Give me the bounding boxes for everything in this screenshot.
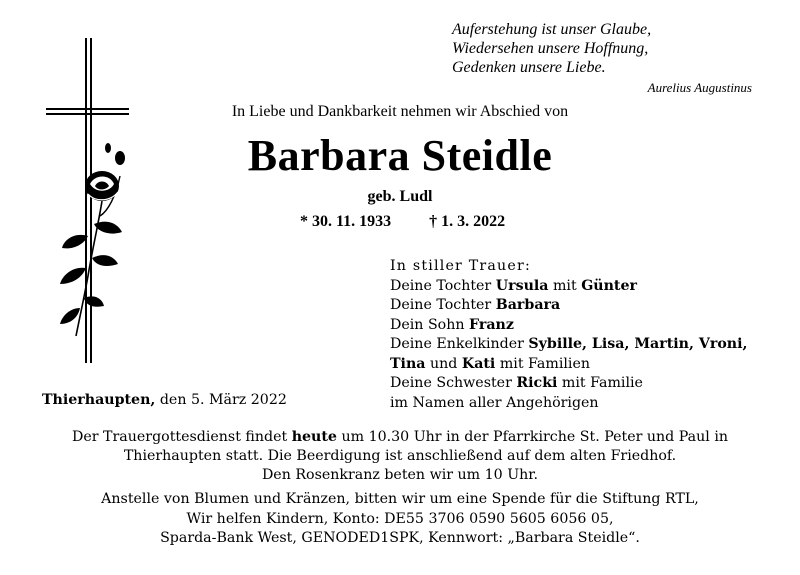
mourner-line xyxy=(390,316,747,336)
intro-text: In Liebe und Dankbarkeit nehmen wir Abschied von xyxy=(231,103,569,120)
text-run: und xyxy=(425,355,462,372)
mourner-line xyxy=(390,277,747,297)
bold-name: Franz xyxy=(469,316,514,333)
birth-date: * 30. 11. 1933 xyxy=(300,213,392,230)
text-run: Dein Sohn xyxy=(390,316,470,333)
text-run: Der Trauergottesdienst findet xyxy=(71,429,292,445)
life-dates xyxy=(300,213,505,231)
text-run: Deine Enkelkinder xyxy=(390,336,529,352)
quote-line: Wiedersehen unsere Hoffnung, xyxy=(452,40,649,57)
text-run: mit Familie xyxy=(557,375,643,391)
place-town: Thierhaupten, xyxy=(42,392,156,408)
mourner-line xyxy=(390,335,747,355)
text-run: um 10.30 Uhr in der Pfarrkirche St. Peter und Paul in xyxy=(336,429,728,445)
text-run: Den Rosenkranz beten wir um 10 Uhr. xyxy=(261,467,539,483)
bold-name: Ricki xyxy=(516,375,558,391)
bold-name: Sybille, Lisa, Martin, Vroni, xyxy=(528,336,748,352)
mourners-list xyxy=(390,257,747,413)
donation-info xyxy=(0,490,800,549)
quote-line: Gedenken unsere Liebe. xyxy=(452,59,606,76)
mourner-line xyxy=(390,296,747,316)
text-run: Deine Tochter xyxy=(390,297,496,313)
donation-line: Sparda-Bank West, GENODED1SPK, Kennwort: „Barbara Steidle“. xyxy=(160,530,640,546)
birth-name: geb. Ludl xyxy=(367,188,433,205)
text-run: Thierhaupten statt. Die Beerdigung ist anschließend auf dem alten Friedhof. xyxy=(123,448,677,464)
text-run: Deine Tochter xyxy=(390,277,496,294)
deceased-name: Barbara Steidle xyxy=(247,131,553,180)
death-date: † 1. 3. 2022 xyxy=(429,213,506,230)
quote-author: Aurelius Augustinus xyxy=(647,80,752,95)
quote xyxy=(452,20,752,77)
place-date xyxy=(42,392,287,408)
place-date-text: den 5. März 2022 xyxy=(155,392,287,408)
text-run: mit Familien xyxy=(495,355,590,372)
mourner-line xyxy=(390,394,747,414)
text-run: Deine Schwester xyxy=(390,375,517,391)
service-line xyxy=(0,466,800,485)
bold-name: Günter xyxy=(581,277,637,294)
bold-name: heute xyxy=(291,429,337,445)
donation-line: Wir helfen Kindern, Konto: DE55 3706 0590 5605 6056 05, xyxy=(186,510,614,527)
mourners-heading: In stiller Trauer: xyxy=(390,258,531,274)
service-info xyxy=(0,428,800,485)
mourner-line xyxy=(390,374,747,394)
bold-name: Tina xyxy=(390,355,426,372)
bold-name: Kati xyxy=(461,355,496,372)
text-run: mit xyxy=(548,277,582,294)
service-line xyxy=(0,447,800,466)
mourner-line xyxy=(390,355,747,375)
service-line xyxy=(0,428,800,447)
text-run: im Namen aller Angehörigen xyxy=(390,394,599,411)
quote-line: Auferstehung ist unser Glaube, xyxy=(452,21,652,38)
bold-name: Barbara xyxy=(495,297,561,313)
bold-name: Ursula xyxy=(495,277,549,294)
donation-line: Anstelle von Blumen und Kränzen, bitten wir um eine Spende für die Stiftung RTL, xyxy=(101,491,699,507)
